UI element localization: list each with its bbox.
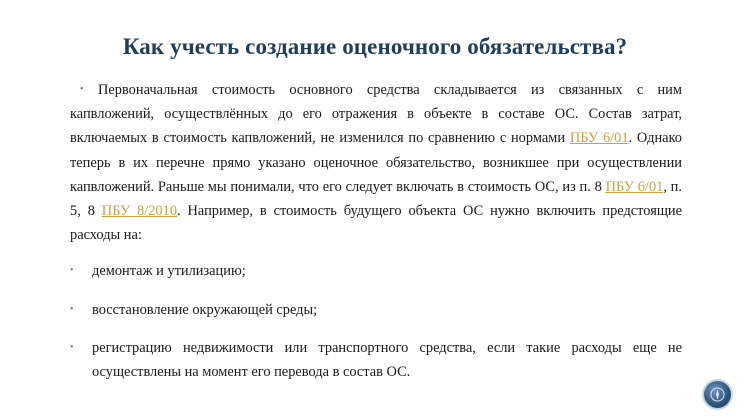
link-pbu-8-2010[interactable]: ПБУ 8/2010 — [101, 203, 178, 220]
list-item-environment — [70, 298, 682, 322]
compass-glyph — [710, 387, 725, 402]
paragraph-bullet: • — [80, 84, 84, 95]
main-paragraph — [70, 78, 682, 247]
paragraph-text-1: Первоначальная стоимость основного средства складывается из связанных с ним капвложений, осуществлённых до его отражения в объекте в составе ОС. Состав затрат, включаемых в стоимость капвложений, не изменился по сравнению с нормами — [70, 82, 682, 147]
list-item-text: демонтаж и утилизацию; — [92, 263, 246, 279]
list-bullet: • — [70, 304, 74, 315]
paragraph-text-2: . Однако теперь в их перечне прямо указано оценочное обязательство, возникшее при осуществлении капвложений. Раньше мы понимали, что его следует включать в стоимость ОС, из п. 8 — [70, 130, 682, 195]
list-item-text: регистрацию недвижимости или транспортного средства, если такие расходы еще не осуществлены на момент его перевода в состав ОС. — [92, 340, 682, 381]
slide-title: Как учесть создание оценочного обязательства? — [122, 34, 628, 59]
list-item-dismantling — [70, 259, 682, 283]
compass-icon[interactable] — [704, 381, 731, 408]
list-bullet: • — [70, 342, 74, 353]
link-pbu-6-01-first[interactable]: ПБУ 6/01 — [569, 130, 629, 147]
link-pbu-6-01-second[interactable]: ПБУ 6/01 — [605, 178, 664, 195]
list-item-registration — [70, 336, 682, 384]
list-bullet: • — [70, 265, 74, 276]
paragraph-text-3: , п. 5, 8 — [70, 178, 682, 220]
paragraph-text-4: . Например, в стоимость будущего объекта ОС нужно включить предстоящие расходы на: — [70, 203, 682, 244]
list-item-text: восстановление окружающей среды; — [92, 302, 318, 318]
